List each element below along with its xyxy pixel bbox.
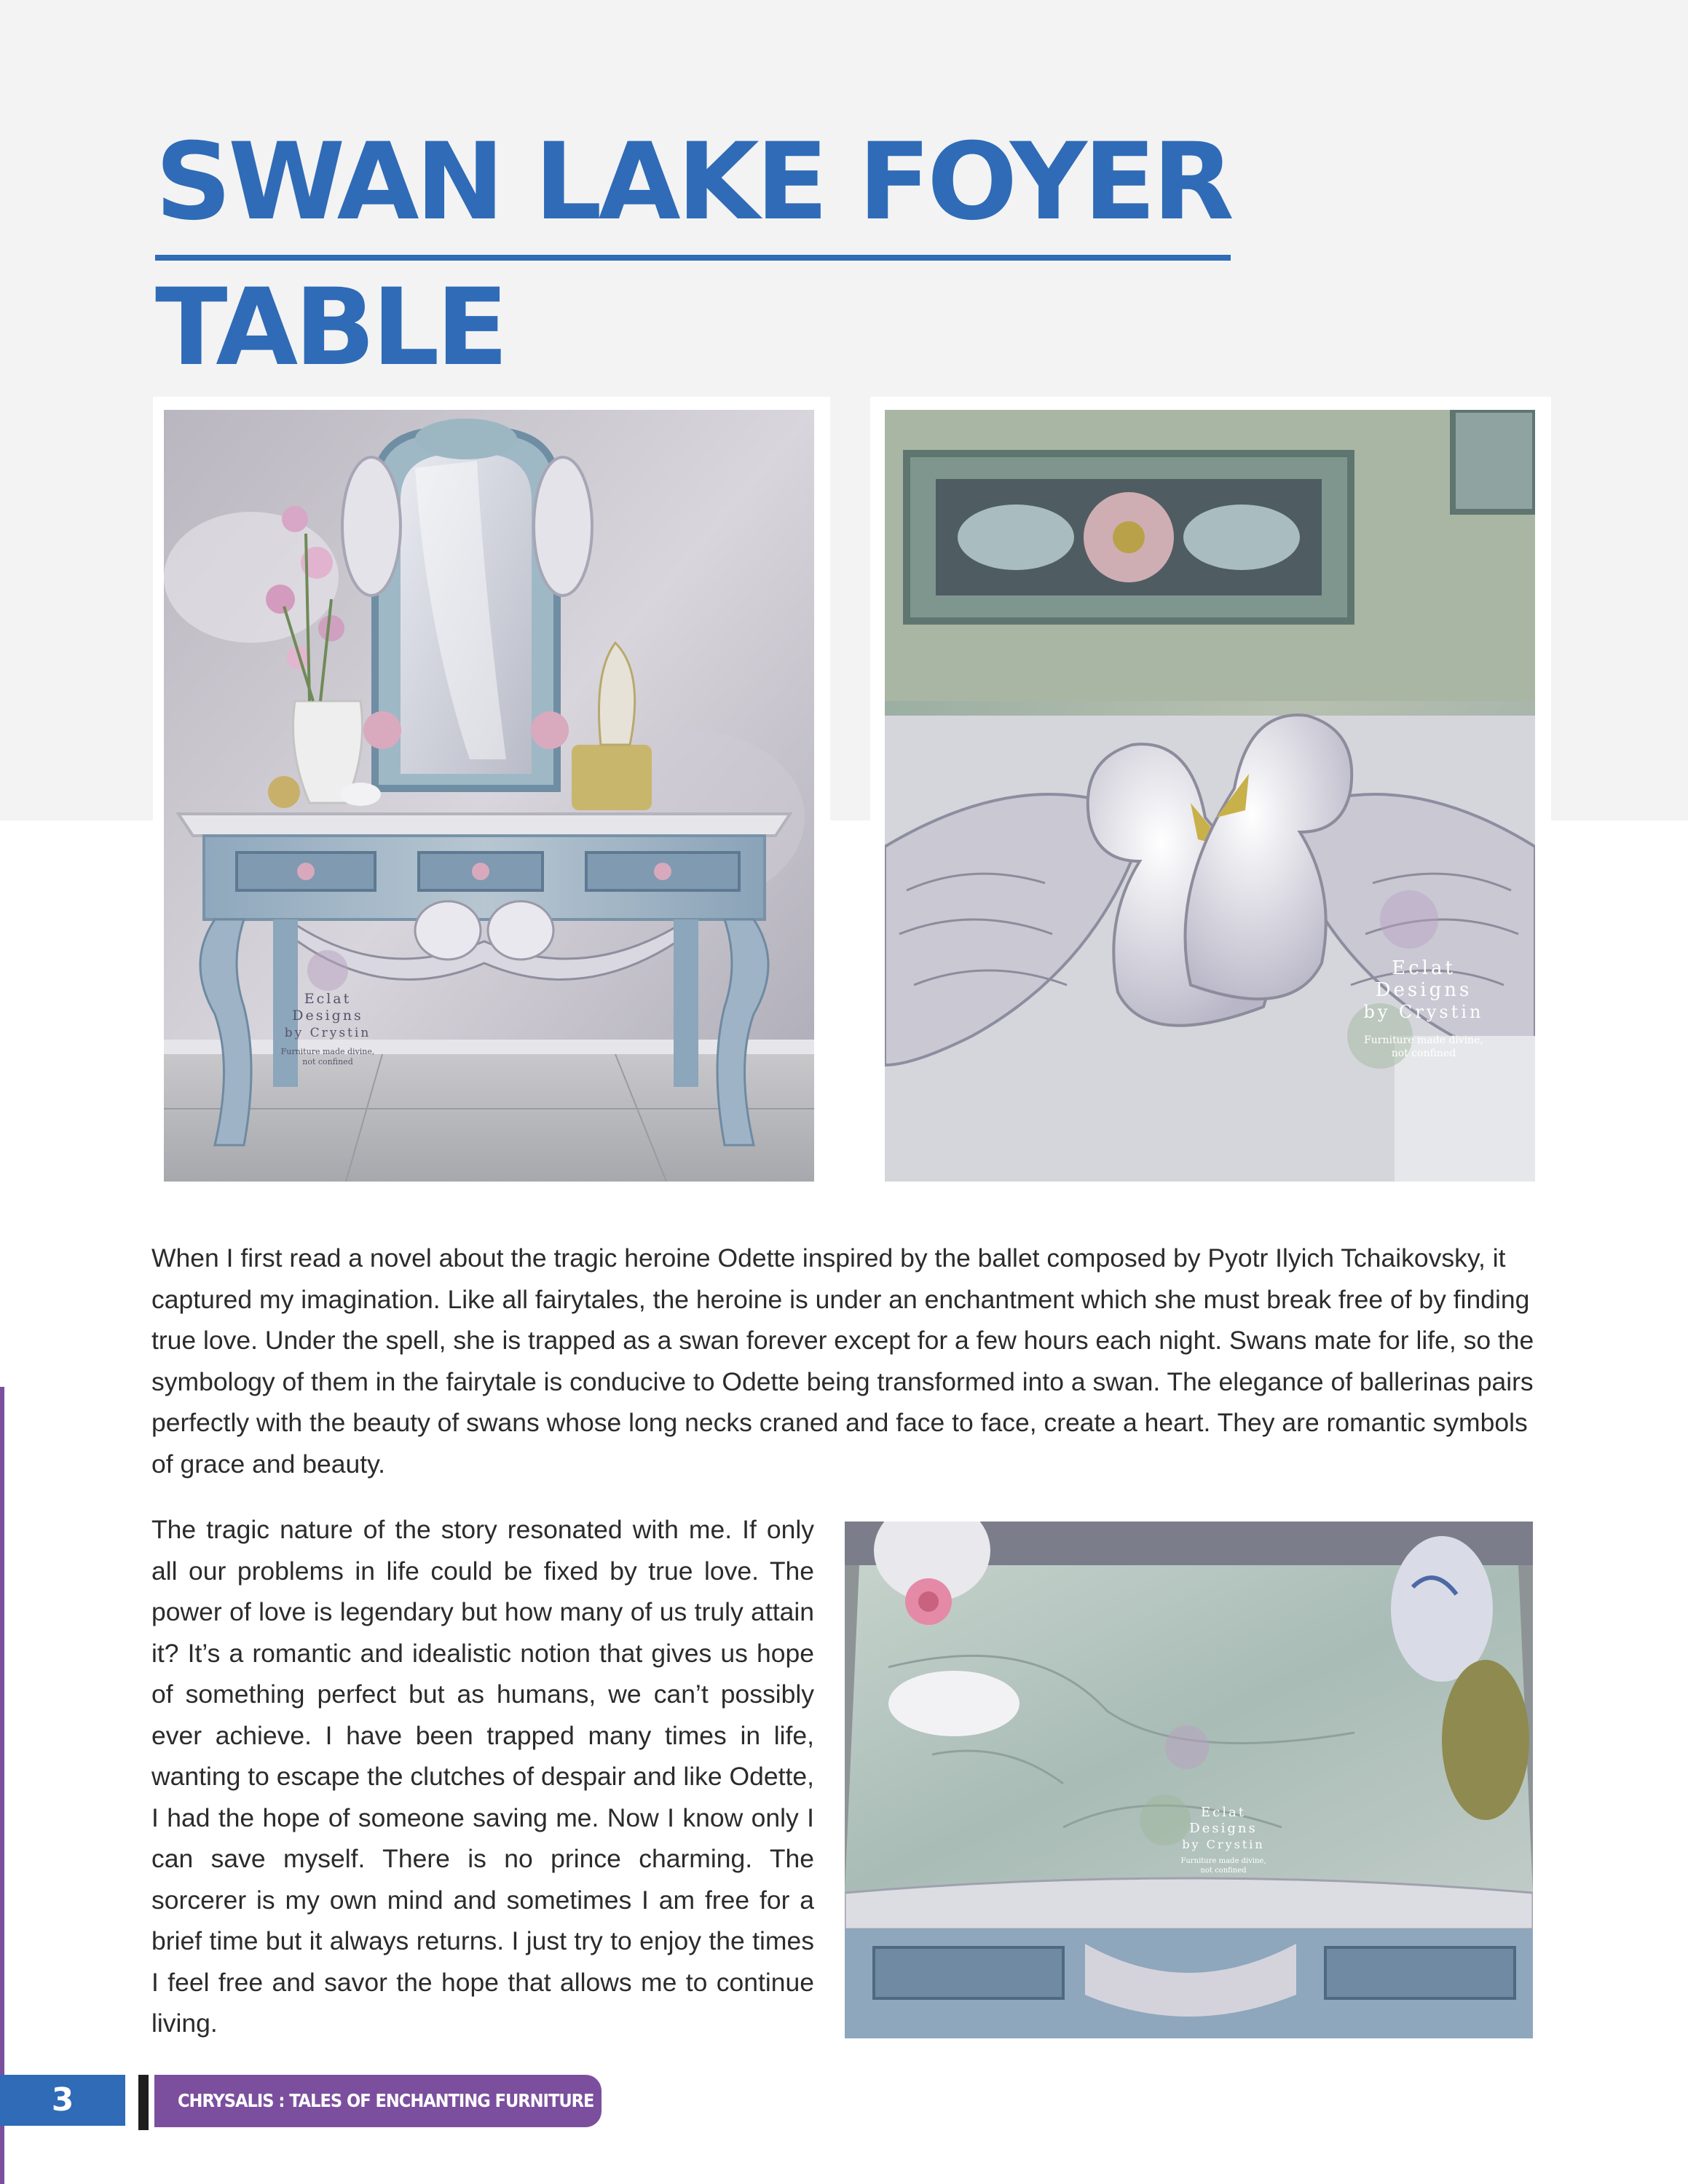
watermark-tagline-2: not confined xyxy=(1200,1867,1247,1875)
watermark-tagline-1: Furniture made divine, xyxy=(1180,1857,1266,1865)
watermark-tagline-2: not confined xyxy=(302,1057,353,1067)
title-line-2: TABLE xyxy=(155,255,505,406)
foyer-table-illustration xyxy=(164,410,814,1182)
watermark-line-3: by Crystin xyxy=(1363,1002,1484,1022)
watermark-line-2: Designs xyxy=(292,1008,363,1024)
swan-closeup-illustration xyxy=(885,410,1535,1182)
watermark-tagline-2: not confined xyxy=(1391,1048,1456,1059)
tabletop-illustration xyxy=(845,1522,1533,2038)
paragraph-1: When I first read a novel about the tragic heroine Odette inspired by the ballet composed by Pyotr Ilyich Tchaikovsky, it captured my imagination. Like all fairytales, the heroine is under an enchantment which she must break free of by finding true love. Under the spell, she is trapped as a swan forever except for a few hours each night. Swans mate for life, so the symbology of them in the fairytale is conducive to Odette being transformed into a swan. The elegance of ballerinas pairs perfectly with the beauty of swans whose long necks craned and face to face, create a heart. They are romantic symbols of grace and beauty. xyxy=(151,1243,1534,1479)
photo-frame-table xyxy=(153,397,830,1187)
publication-name: CHRYSALIS : TALES OF ENCHANTING FURNITURE xyxy=(154,2075,602,2127)
watermark-line-3: by Crystin xyxy=(284,1026,371,1040)
page-number: 3 xyxy=(0,2075,125,2126)
photo-frame-swans xyxy=(870,397,1551,1187)
watermark-line-2: Designs xyxy=(1375,979,1472,1001)
watermark-line-1: Eclat xyxy=(304,991,352,1007)
watermark-line-1: Eclat xyxy=(1392,957,1456,979)
watermark-line-3: by Crystin xyxy=(1182,1837,1265,1851)
watermark-line-1: Eclat xyxy=(1201,1805,1246,1820)
photo-foyer-table xyxy=(164,410,814,1182)
footer-separator xyxy=(138,2075,149,2130)
paragraph-2: The tragic nature of the story resonated with me. If only all our problems in life could be fixed by true love. The power of love is legendary but how many of us truly attain it? It’s a romantic and idealistic notion that gives us hope of something perfect but as humans, we can’t possibly ever achieve. I have been trapped many times in life, wanting to escape the clutches of despair and like Odette, I had the hope of someone saving me. Now I know only I can save myself. There is no prince charming. The sorcerer is my own mind and sometimes I am free for a brief time but it always returns. I just try to enjoy the times I feel free and savor the hope that allows me to continue living. xyxy=(151,1515,814,2038)
photo-swan-closeup xyxy=(885,410,1535,1182)
page-side-rule xyxy=(0,1387,4,2184)
title-line-1: SWAN LAKE FOYER xyxy=(155,109,1231,261)
watermark-tagline-1: Furniture made divine, xyxy=(280,1047,375,1056)
watermark-line-2: Designs xyxy=(1189,1821,1258,1836)
watermark-tagline-1: Furniture made divine, xyxy=(1364,1034,1483,1046)
page-title xyxy=(155,109,1320,400)
photo-tabletop xyxy=(845,1522,1533,2038)
